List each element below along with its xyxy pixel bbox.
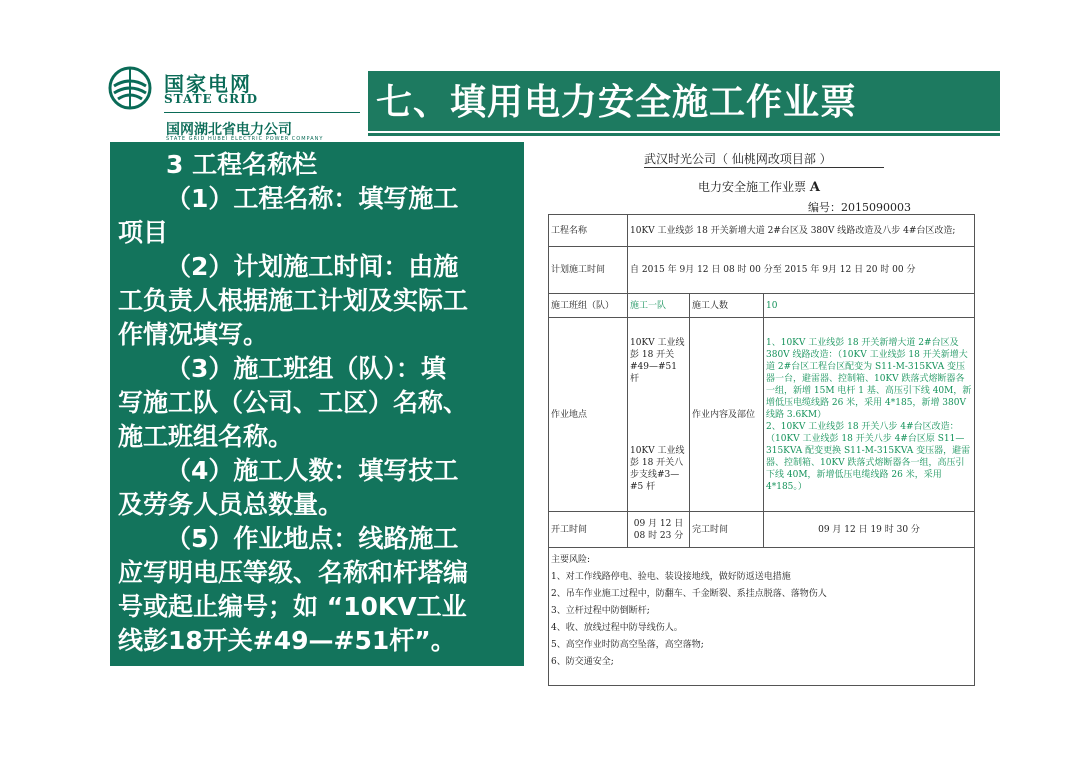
form-company: 武汉时光公司（ 仙桃网改项目部 ） — [644, 152, 832, 166]
state-grid-emblem-icon — [108, 66, 152, 110]
text-line: 项目 — [118, 218, 169, 247]
table-row — [549, 548, 975, 686]
text-line: 号或起止编号；如 “10KV工业 — [118, 592, 467, 621]
risks-cell — [549, 548, 975, 686]
text-line: 施工班组名称。 — [118, 422, 294, 451]
end-value: 09 月 12 日 19 时 30 分 — [764, 512, 975, 548]
text-line: （2）计划施工时间：由施 — [166, 252, 459, 281]
site-value-1: 10KV 工业线彭 18 开关#49—#51 杆 — [630, 337, 685, 384]
risk-item: 3、立杆过程中防倒断杆; — [551, 606, 650, 616]
text-line: （5）作业地点：线路施工 — [166, 524, 459, 553]
site-value-2: 10KV 工业线彭 18 开关八步支线#3—#5 杆 — [630, 445, 685, 492]
time-label: 计划施工时间 — [549, 247, 628, 294]
risk-item: 1、对工作线路停电、验电、装设接地线，做好防返送电措施 — [551, 572, 791, 582]
site-label: 作业地点 — [549, 318, 628, 512]
table-row — [549, 318, 975, 512]
text-line: （1）工程名称：填写施工 — [166, 184, 459, 213]
content-value — [764, 318, 975, 512]
content-item-1: 1、10KV 工业线彭 18 开关新增大道 2#台区及 380V 线路改造：（10KV 工业线彭 18 开关新增大道 2#台区工程台区配变为 S11-M-315KVA 变压器一台，避雷器、控制箱、10KV 跌落式熔断器各一组，新增 15M 电杆 1 基、高压引下线 40M，新增低压电缆线路 26 米，采用 4*185，新增 380V 线路 3.6KM） — [766, 337, 972, 420]
project-label: 工程名称 — [549, 215, 628, 247]
title-underline — [368, 133, 1000, 136]
text-line: 应写明电压等级、名称和杆塔编 — [118, 558, 469, 587]
table-row — [549, 247, 975, 294]
risk-item: 4、收、放线过程中防导线伤人。 — [551, 623, 683, 633]
risks-title: 主要风险: — [551, 555, 591, 565]
content-label: 作业内容及部位 — [690, 318, 764, 512]
start-label: 开工时间 — [549, 512, 628, 548]
risk-item: 5、高空作业时防高空坠落，高空落物; — [551, 640, 704, 650]
logo-company-en: STATE GRID HUBEI ELECTRIC POWER COMPANY — [166, 136, 324, 142]
table-row — [549, 215, 975, 247]
form-title-text: 电力安全施工作业票 — [698, 180, 807, 194]
section-heading: 3 工程名称栏 — [166, 150, 318, 179]
text-line: 线彭18开关#49—#51杆”。 — [118, 626, 456, 655]
start-value: 09 月 12 日 08 时 23 分 — [628, 512, 690, 548]
logo-company-name: 国网湖北省电力公司 — [166, 122, 292, 138]
people-label: 施工人数 — [690, 294, 764, 318]
slide-title: 七、填用电力安全施工作业票 — [376, 82, 858, 123]
content-item-2: 2、10KV 工业线彭 18 开关八步 4#台区改造：（10KV 工业线彭 18 开关八步 4#台区原 S11—315KVA 配变更换 S11-M-315KVA 变压器，避雷器、控制箱、10KV 跌落式熔断器各一组，高压引下线 40M，新增低压电缆线路 26 米，采用 4*185。） — [766, 421, 971, 492]
site-value — [628, 318, 690, 512]
form-company-underline — [644, 167, 884, 168]
text-line: 工负责人根据施工计划及实际工 — [118, 286, 469, 315]
risk-item: 6、防交通安全; — [551, 657, 614, 667]
form-title-suffix: A — [809, 180, 820, 195]
table-row — [549, 512, 975, 548]
text-line: 及劳务人员总数量。 — [118, 490, 344, 519]
text-line: 作情况填写。 — [118, 320, 269, 349]
form-title — [698, 178, 820, 195]
table-row — [549, 294, 975, 318]
risk-item: 2、吊车作业施工过程中，防翻车、千金断裂、系挂点脱落、落物伤人 — [551, 589, 827, 599]
text-line: 写施工队（公司、工区）名称、 — [118, 388, 469, 417]
logo-en-name: STATE GRID — [164, 92, 259, 106]
state-grid-logo — [108, 66, 358, 146]
logo-divider — [164, 112, 360, 113]
team-value: 施工一队 — [628, 294, 690, 318]
time-value: 自 2015 年 9月 12 日 08 时 00 分至 2015 年 9月 12 日 20 时 00 分 — [628, 247, 975, 294]
form-table — [548, 214, 975, 686]
logo-cn-name: 国家电网 — [164, 72, 252, 96]
team-label: 施工班组（队） — [549, 294, 628, 318]
project-value: 10KV 工业线彭 18 开关新增大道 2#台区及 380V 线路改造及八步 4#台区改造; — [628, 215, 975, 247]
work-ticket-form — [548, 150, 976, 690]
people-value: 10 — [764, 294, 975, 318]
text-line: （4）施工人数：填写技工 — [166, 456, 459, 485]
end-label: 完工时间 — [690, 512, 764, 548]
form-code: 编号：2015090003 — [808, 201, 911, 214]
text-line: （3）施工班组（队）：填 — [166, 354, 446, 383]
